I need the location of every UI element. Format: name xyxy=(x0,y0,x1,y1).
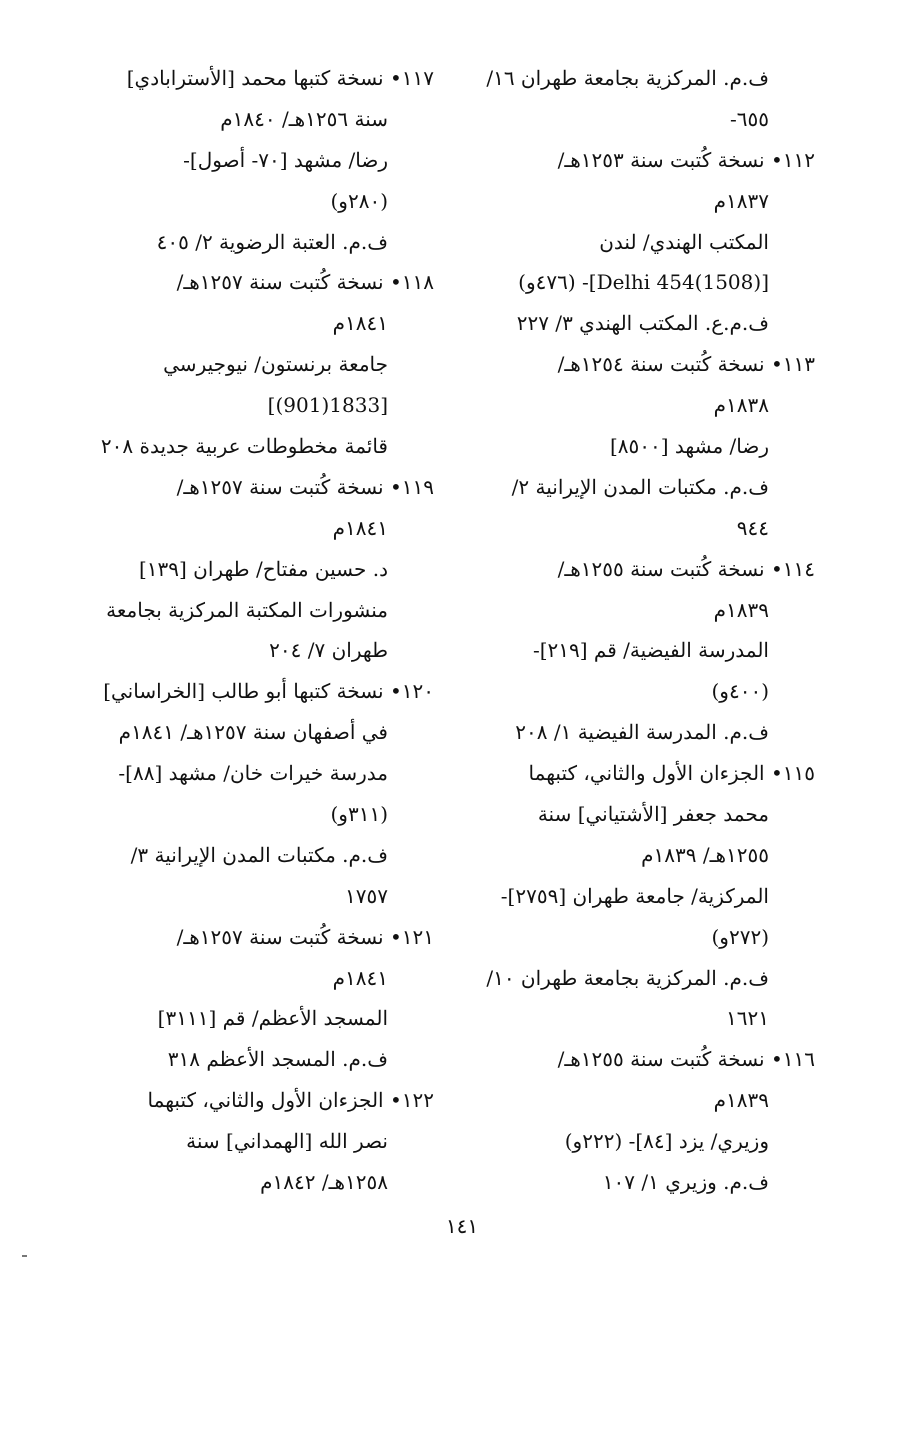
text-line: ١٨٣٧م xyxy=(713,188,769,213)
entry-heading: ١٢٢• الجزءان الأول والثاني، كتبهما xyxy=(147,1088,434,1113)
entry-heading: ١٢٠• نسخة كتبها أبو طالب [الخراساني] xyxy=(103,679,434,704)
text-line: (٢٨٠و) xyxy=(330,188,388,213)
text-line: ١٨٤١م xyxy=(332,311,388,336)
text-line: سنة ١٢٥٦هـ/ ١٨٤٠م xyxy=(220,106,388,131)
text-line: رضا/ مشهد [٧٠- أصول]- xyxy=(183,147,388,172)
page-number: ١٤١ xyxy=(445,1214,479,1238)
text-line: ف.م. المركزية بجامعة طهران ١٠/ xyxy=(486,965,769,990)
entry-heading: ١١٣• نسخة كُتبت سنة ١٢٥٤هـ/ xyxy=(557,352,815,377)
entry-heading: ١١٤• نسخة كُتبت سنة ١٢٥٥هـ/ xyxy=(557,556,815,581)
entry-heading: ١٢١• نسخة كُتبت سنة ١٢٥٧هـ/ xyxy=(176,924,434,949)
text-line: ١٧٥٧ xyxy=(345,883,388,908)
text-line: ١٨٤١م xyxy=(332,515,388,540)
text-line: المسجد الأعظم/ قم [٣١١١] xyxy=(157,1006,388,1031)
entry-heading: ١١٩• نسخة كُتبت سنة ١٢٥٧هـ/ xyxy=(176,474,434,499)
entry-heading: ١١٦• نسخة كُتبت سنة ١٢٥٥هـ/ xyxy=(557,1047,815,1072)
text-line: ١٦٢١ xyxy=(726,1006,769,1031)
text-line: ١٨٣٩م xyxy=(713,597,769,622)
text-line: ١٨٣٨م xyxy=(713,393,769,418)
left-column xyxy=(76,58,434,1203)
text-line: ٩٤٤ xyxy=(736,515,769,540)
text-line: ٦٥٥- xyxy=(730,106,769,131)
text-line: ف.م. المسجد الأعظم ٣١٨ xyxy=(167,1047,388,1072)
text-line: وزيري/ يزد [٨٤]- (٢٢٢و) xyxy=(564,1129,769,1154)
entry-heading: ١١٧• نسخة كتبها محمد [الأسترابادي] xyxy=(126,66,434,90)
text-line: ١٨٣٩م xyxy=(713,1088,769,1113)
text-line: ف.م. المدرسة الفيضية ١/ ٢٠٨ xyxy=(515,720,769,745)
scan-speck xyxy=(22,1255,27,1257)
text-line: ف.م. العتبة الرضوية ٢/ ٤٠٥ xyxy=(156,229,388,254)
text-line: المدرسة الفيضية/ قم [٢١٩]- xyxy=(532,638,769,663)
text-line: طهران ٧/ ٢٠٤ xyxy=(269,638,388,663)
text-line: نصر الله [الهمداني] سنة xyxy=(186,1129,388,1154)
right-column xyxy=(457,58,815,1203)
text-line: ١٨٤١م xyxy=(332,965,388,990)
text-line: قائمة مخطوطات عربية جديدة ٢٠٨ xyxy=(100,434,388,459)
text-line: ف.م. مكتبات المدن الإيرانية ٢/ xyxy=(511,474,769,499)
text-line: د. حسين مفتاح/ طهران [١٣٩] xyxy=(138,556,388,581)
entry-heading: ١١٥• الجزءان الأول والثاني، كتبهما xyxy=(528,761,815,786)
text-line: [Delhi 454(1508)]- (٤٧٦و) xyxy=(518,270,769,295)
text-line: (٢٧٢و) xyxy=(711,924,769,949)
text-line: المركزية/ جامعة طهران [٢٧٥٩]- xyxy=(500,883,769,908)
text-line: (٣١١و) xyxy=(330,802,388,827)
text-line: ف.م. وزيري ١/ ١٠٧ xyxy=(602,1170,769,1195)
text-line: محمد جعفر [الأشتياني] سنة xyxy=(537,802,769,827)
text-line: ١٢٥٥هـ/ ١٨٣٩م xyxy=(641,842,769,867)
text-line: ف.م. المركزية بجامعة طهران ١٦/ xyxy=(486,66,769,90)
text-line: المكتب الهندي/ لندن xyxy=(599,229,769,254)
text-line: رضا/ مشهد [٨٥٠٠] xyxy=(609,434,769,459)
text-line: (٤٠٠و) xyxy=(711,679,769,704)
text-line: [1833(901)] xyxy=(267,393,388,418)
text-line: ف.م.ع. المكتب الهندي ٣/ ٢٢٧ xyxy=(516,311,769,336)
text-line: في أصفهان سنة ١٢٥٧هـ/ ١٨٤١م xyxy=(118,720,388,745)
text-line: ١٢٥٨هـ/ ١٨٤٢م xyxy=(260,1170,388,1195)
text-line: ف.م. مكتبات المدن الإيرانية ٣/ xyxy=(130,842,388,867)
text-line: منشورات المكتبة المركزية بجامعة xyxy=(106,597,388,622)
entry-heading: ١١٢• نسخة كُتبت سنة ١٢٥٣هـ/ xyxy=(557,147,815,172)
text-line: مدرسة خيرات خان/ مشهد [٨٨]- xyxy=(118,761,388,786)
text-line: جامعة برنستون/ نيوجيرسي xyxy=(163,352,388,377)
entry-heading: ١١٨• نسخة كُتبت سنة ١٢٥٧هـ/ xyxy=(176,270,434,295)
